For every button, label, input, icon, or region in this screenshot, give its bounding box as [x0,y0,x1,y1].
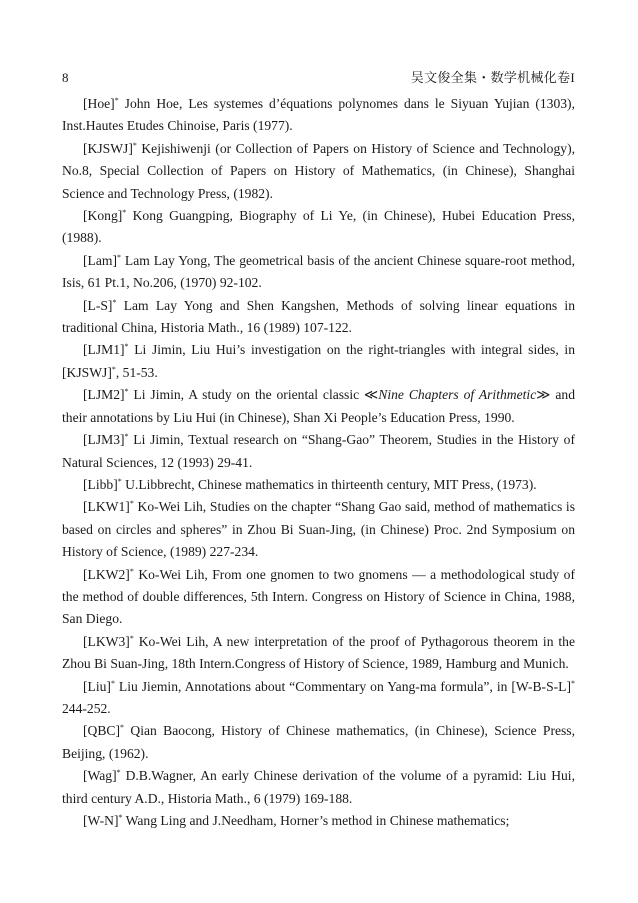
reference-entry-lam [62,250,575,295]
reference-text: Li Jimin, Liu Hui’s investigation on the right-triangles with integral sides, in [KJSWJ] [62,342,575,380]
reference-tag: [LJM3] [83,432,125,448]
star-marker: * [129,633,134,643]
reference-entry-lkw3 [62,631,575,676]
reference-entry-l-s [62,295,575,340]
star-marker: * [118,813,123,822]
reference-tag: [LKW3] [83,633,130,649]
page-number: 8 [62,70,69,85]
reference-text-tail: , 51-53. [115,364,158,380]
reference-text: Liu Jiemin, Annotations about “Commentary on Yang-ma formula”, in [W-B-S-L] [118,678,571,694]
book-title: 吴文俊全集・数学机械化卷I [410,70,575,85]
reference-tag: [Liu] [83,678,111,694]
reference-tag: [LKW2] [83,566,130,582]
reference-entry-w-n [62,810,575,832]
star-marker: * [129,566,134,576]
reference-entry-qbc [62,720,575,765]
reference-tag: [Libb] [83,476,118,492]
reference-text: Ko-Wei Lih, A new interpretation of the proof of Pythagorous theorem in the Zhou Bi Suan-Jing, 18th Intern.Congress of History of Science, 1989, Hamburg and Munich. [62,633,576,672]
reference-tag: [KJSWJ] [83,140,133,156]
reference-entry-wag [62,765,575,810]
reference-text: U.Libbrecht, Chinese mathematics in thirteenth century, MIT Press, (1973). [125,476,537,492]
reference-tag: [LKW1] [83,499,130,515]
reference-entry-ljm3 [62,429,575,474]
reference-tag: [Lam] [83,252,117,268]
reference-text: Lam Lay Yong and Shen Kangshen, Methods of solving linear equations in traditional China, Historia Math., 16 (1989) 107-122. [62,297,575,336]
reference-entry-kjswj [62,138,575,205]
reference-entry-lkw1 [62,496,575,563]
reference-text: John Hoe, Les systemes d’équations polynomes dans le Siyuan Yujian (1303), Inst.Hautes Etudes Chinoise, Paris (1977). [62,96,575,134]
star-marker: * [116,768,121,778]
star-marker: * [116,252,121,262]
star-marker: * [129,499,134,509]
reference-tag: [Kong] [83,208,123,224]
star-marker: * [120,723,125,733]
star-marker: * [124,342,129,352]
star-marker: * [571,678,575,688]
star-marker: * [111,364,116,374]
reference-text-tail: ≫ and their annotations by Liu Hui (in Chinese), Shan Xi People’s Education Press, 1990. [62,387,575,425]
reference-tag: [Wag] [83,768,117,784]
star-marker: * [122,208,127,218]
running-head [62,68,575,88]
reference-entry-ljm2 [62,384,575,429]
star-marker: * [110,678,115,688]
star-marker: * [117,476,122,486]
star-marker: * [112,297,117,307]
reference-entry-hoe [62,93,575,138]
reference-text: Ko-Wei Lih, From one gnomen to two gnomens — a methodological study of the method of double differences, 5th Intern. Congress on History of Science in China, 1988, San Diego. [62,566,576,627]
reference-text: Ko-Wei Lih, Studies on the chapter “Shang Gao said, method of mathematics is based on circles and spheres” in Zhou Bi Suan-Jing, (in Chinese) Proc. 2nd Symposium on History of Science, (1989) 227-234. [62,499,575,560]
star-marker: * [132,140,137,150]
reference-text: Lam Lay Yong, The geometrical basis of the ancient Chinese square-root method, Isis, 61 Pt.1, No.206, (1970) 92-102. [62,252,575,291]
reference-tag: [LJM2] [83,387,125,403]
reference-text: Li Jimin, A study on the oriental classic ≪ [133,387,379,403]
reference-entry-libb [62,474,575,496]
reference-text: D.B.Wagner, An early Chinese derivation of the volume of a pyramid: Liu Hui, third century A.D., Historia Math., 6 (1979) 169-188. [62,768,575,806]
star-marker: * [124,387,129,397]
reference-text: Kejishiwenji (or Collection of Papers on History of Science and Technology), No.8, Special Collection of Papers on History of Mathematics, (in Chinese), Shanghai Science and Technology Press, (1982). [62,140,575,201]
reference-entry-lkw2 [62,564,575,631]
star-marker: * [114,96,119,105]
reference-entry-liu [62,676,575,721]
reference-text: Wang Ling and J.Needham, Horner’s method in Chinese mathematics; [125,813,510,828]
reference-text: Kong Guangping, Biography of Li Ye, (in Chinese), Hubei Education Press, (1988). [62,208,575,246]
reference-entry-kong [62,205,575,250]
reference-tag: [Hoe] [83,96,115,111]
reference-text: Li Jimin, Textual research on “Shang-Gao” Theorem, Studies in the History of Natural Sciences, 12 (1993) 29-41. [62,432,575,470]
reference-list [62,93,575,832]
reference-tag: [LJM1] [83,342,125,358]
book-title-italic: Nine Chapters of Arithmetic [378,387,537,403]
reference-tag: [QBC] [83,723,121,739]
reference-text: Qian Baocong, History of Chinese mathematics, (in Chinese), Science Press, Beijing, (1962). [62,723,575,761]
reference-entry-ljm1 [62,339,575,384]
star-marker: * [124,432,129,442]
reference-tag: [L-S] [83,297,113,313]
reference-tag: [W-N] [83,813,119,828]
reference-text-tail: 244-252. [62,700,111,716]
